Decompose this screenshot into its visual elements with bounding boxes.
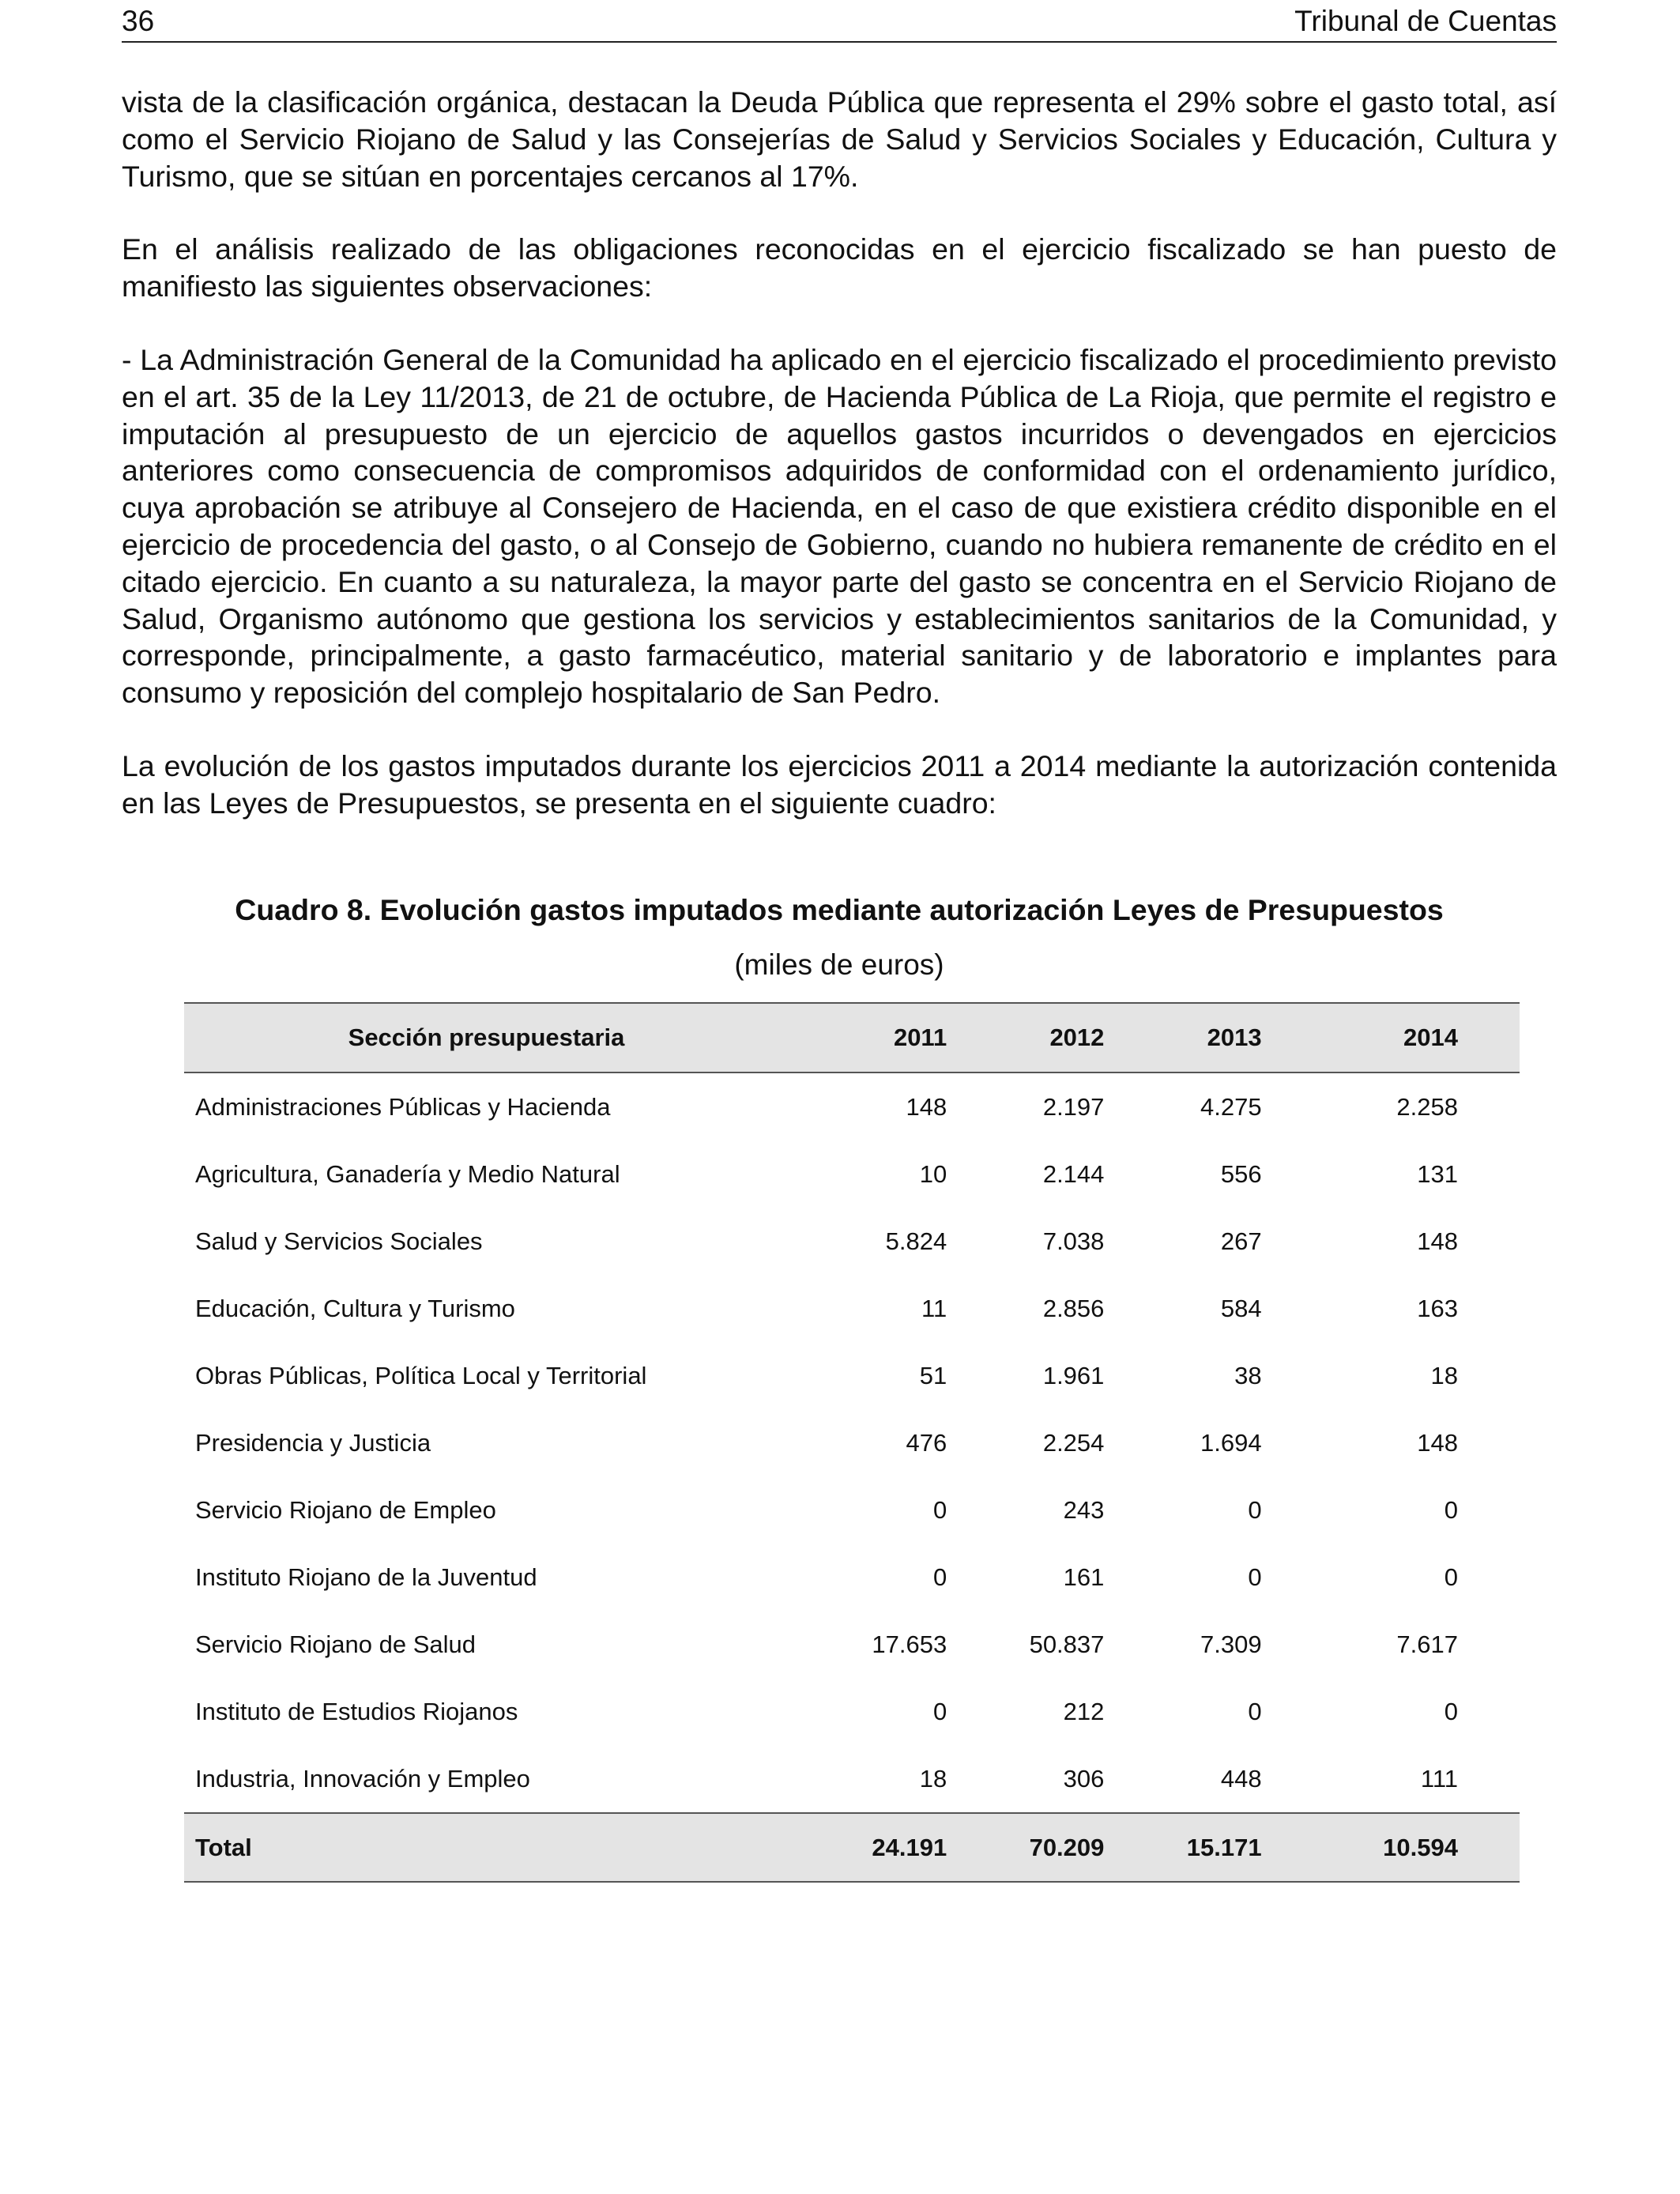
running-head: Tribunal de Cuentas	[1294, 5, 1557, 37]
value-2012: 2.144	[1042, 1159, 1105, 1188]
value-2013: 38	[1234, 1361, 1262, 1389]
value-2014: 148	[1417, 1428, 1458, 1457]
value-2013: 1.694	[1200, 1428, 1262, 1457]
paragraph: - La Administración General de la Comunidad ha aplicado en el ejercicio fiscalizado el procedimiento previsto en el art. 35 de la Ley 11/2013, de 21 de octubre, de Hacienda Pública de La Rioja, que permite el registro e imputación al presupuesto de un ejercicio de aquellos gastos incurridos o devengados en ejercicios anteriores como consecuencia de compromisos adquiridos de conformidad con el ordenamiento jurídico, cuya aprobación se atribuye al Consejero de Hacienda, en el caso de que existiera crédito disponible en el ejercicio de procedencia del gasto, o al Consejo de Gobierno, cuando no hubiera remanente de crédito en el citado ejercicio. En cuanto a su naturaleza, la mayor parte del gasto se concentra en el Servicio Riojano de Salud, Organismo autónomo que gestiona los servicios y establecimientos sanitarios de la Comunidad, y corresponde, principalmente, a gasto farmacéutico, material sanitario y de laboratorio e implantes para consumo y reposición del complejo hospitalario de San Pedro.	[122, 342, 1557, 710]
section-name: Instituto de Estudios Riojanos	[195, 1697, 518, 1725]
value-2014: 131	[1417, 1159, 1458, 1188]
table-row	[184, 1409, 1520, 1476]
column-header: 2012	[947, 1003, 1104, 1072]
value-2013: 0	[1248, 1697, 1262, 1725]
value-2014: 0	[1444, 1697, 1458, 1725]
section-name: Educación, Cultura y Turismo	[195, 1294, 515, 1322]
table-row	[184, 1745, 1520, 1813]
section-name: Obras Públicas, Política Local y Territorial	[195, 1361, 647, 1389]
value-2014: 148	[1417, 1227, 1458, 1255]
total-label: Total	[184, 1813, 789, 1882]
total-2014: 10.594	[1262, 1813, 1520, 1882]
value-2012: 1.961	[1042, 1361, 1105, 1389]
table-row	[184, 1275, 1520, 1342]
value-2012: 306	[1063, 1764, 1105, 1793]
value-2014: 0	[1444, 1495, 1458, 1524]
section-name: Administraciones Públicas y Hacienda	[195, 1092, 611, 1121]
table-row	[184, 1611, 1520, 1678]
column-header: 2011	[789, 1003, 947, 1072]
table-row	[184, 1072, 1520, 1140]
value-2012: 161	[1063, 1563, 1105, 1591]
value-2012: 2.856	[1042, 1294, 1105, 1322]
table-row	[184, 1476, 1520, 1544]
value-2013: 4.275	[1200, 1092, 1262, 1121]
value-2014: 0	[1444, 1563, 1458, 1591]
total-2012: 70.209	[947, 1813, 1104, 1882]
paragraph: En el análisis realizado de las obligaciones reconocidas en el ejercicio fiscalizado se han puesto de manifiesto las siguientes observaciones:	[122, 232, 1557, 303]
value-2012: 212	[1063, 1697, 1105, 1725]
section-name: Instituto Riojano de la Juventud	[195, 1563, 537, 1591]
section-name: Presidencia y Justicia	[195, 1428, 431, 1457]
body-text	[122, 84, 1557, 858]
value-2012: 2.197	[1042, 1092, 1105, 1121]
value-2012: 50.837	[1029, 1630, 1105, 1658]
paragraph: vista de la clasificación orgánica, destacan la Deuda Pública que representa el 29% sobre el gasto total, así como el Servicio Riojano de Salud y las Consejerías de Salud y Servicios Sociales y Educación, Cultura y Turismo, que se sitúan en porcentajes cercanos al 17%.	[122, 85, 1557, 193]
value-2013: 267	[1220, 1227, 1262, 1255]
table-row	[184, 1544, 1520, 1611]
section-name: Agricultura, Ganadería y Medio Natural	[195, 1159, 620, 1188]
expenses-table	[184, 1002, 1520, 1883]
value-2011: 10	[919, 1159, 947, 1188]
table-caption: Cuadro 8. Evolución gastos imputados mediante autorización Leyes de Presupuestos	[235, 893, 1444, 926]
value-2014: 2.258	[1396, 1092, 1458, 1121]
section-name: Servicio Riojano de Empleo	[195, 1495, 496, 1524]
value-2011: 17.653	[872, 1630, 947, 1658]
section-name: Industria, Innovación y Empleo	[195, 1764, 530, 1793]
column-header: Sección presupuestaria	[184, 1003, 789, 1072]
table-total-row	[184, 1813, 1520, 1882]
paragraph: La evolución de los gastos imputados durante los ejercicios 2011 a 2014 mediante la autorización contenida en las Leyes de Presupuestos, se presenta en el siguiente cuadro:	[122, 748, 1557, 820]
value-2011: 11	[921, 1294, 947, 1322]
value-2013: 0	[1248, 1563, 1262, 1591]
table-row	[184, 1140, 1520, 1208]
value-2014: 7.617	[1396, 1630, 1458, 1658]
value-2013: 556	[1220, 1159, 1262, 1188]
table-units: (miles de euros)	[734, 948, 944, 981]
table-row	[184, 1208, 1520, 1275]
value-2011: 476	[906, 1428, 947, 1457]
total-2011: 24.191	[789, 1813, 947, 1882]
page-number: 36	[122, 5, 155, 37]
value-2012: 7.038	[1042, 1227, 1105, 1255]
section-name: Servicio Riojano de Salud	[195, 1630, 476, 1658]
value-2013: 0	[1248, 1495, 1262, 1524]
value-2012: 243	[1063, 1495, 1105, 1524]
value-2014: 163	[1417, 1294, 1458, 1322]
column-header: 2013	[1104, 1003, 1261, 1072]
table-row	[184, 1342, 1520, 1409]
value-2011: 51	[919, 1361, 947, 1389]
total-2013: 15.171	[1104, 1813, 1261, 1882]
column-header: 2014	[1262, 1003, 1520, 1072]
table-row	[184, 1678, 1520, 1745]
value-2011: 0	[932, 1495, 947, 1524]
value-2011: 5.824	[885, 1227, 947, 1255]
value-2014: 18	[1430, 1361, 1458, 1389]
section-name: Salud y Servicios Sociales	[195, 1227, 483, 1255]
table-header-row	[184, 1003, 1520, 1072]
value-2013: 448	[1220, 1764, 1262, 1793]
value-2011: 0	[932, 1697, 947, 1725]
value-2013: 584	[1220, 1294, 1262, 1322]
value-2012: 2.254	[1042, 1428, 1105, 1457]
value-2011: 18	[919, 1764, 947, 1793]
value-2014: 111	[1420, 1764, 1458, 1793]
value-2011: 148	[906, 1092, 947, 1121]
page-header	[122, 0, 1557, 43]
value-2013: 7.309	[1200, 1630, 1262, 1658]
value-2011: 0	[932, 1563, 947, 1591]
